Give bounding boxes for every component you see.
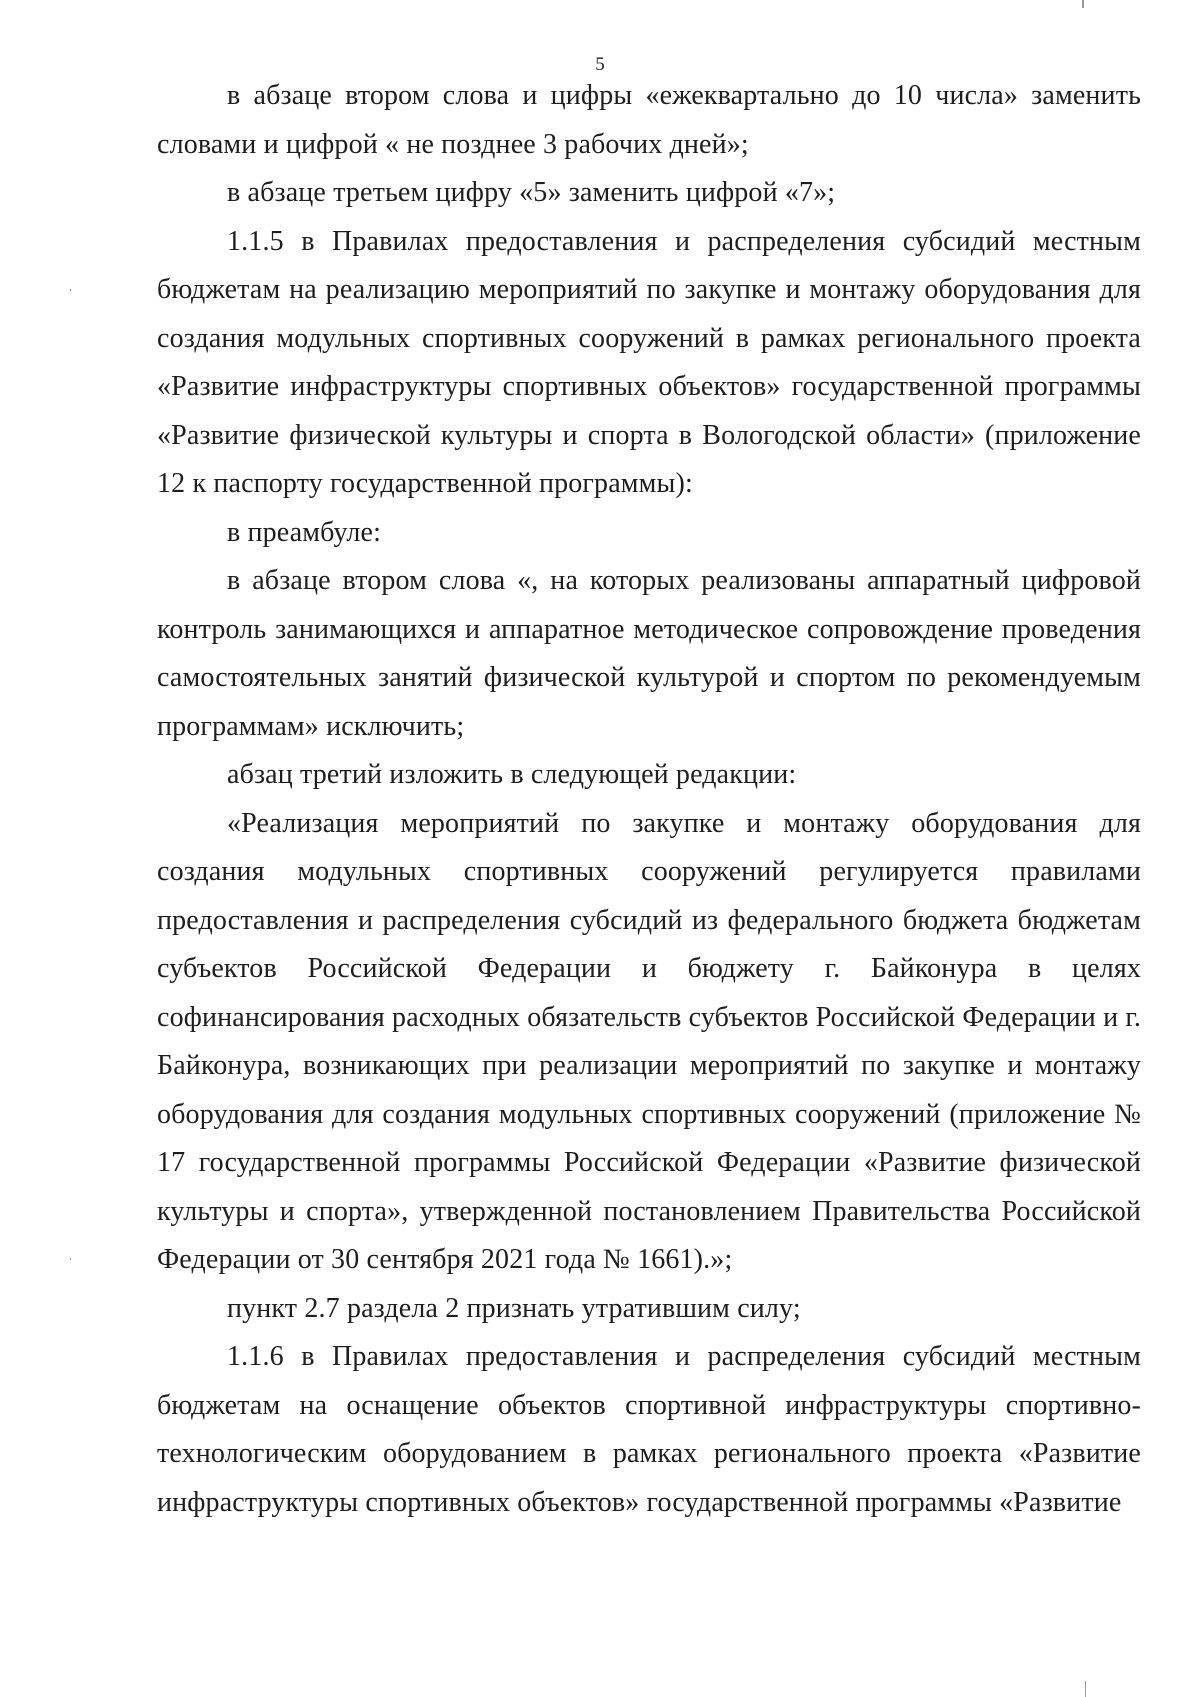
paragraph-5: в абзаце втором слова «, на которых реализованы аппаратный цифровой контроль занимающихся и аппаратное методическое сопровождение проведения самостоятельных занятий физической культурой и спортом по рекомендуемым программам» исключить; (157, 565, 1141, 742)
paragraph-9: 1.1.6 в Правилах предоставления и распределения субсидий местным бюджетам на оснащение объектов спортивной инфраструктуры спортивно-технологическим оборудованием в рамках регионального проекта «Развитие инфраструктуры спортивных объектов» государственной программы «Развитие (157, 1341, 1141, 1518)
document-body (157, 72, 1141, 1527)
paragraph-6: абзац третий изложить в следующей редакции: (227, 759, 797, 790)
scan-artifact-bottom (1085, 1681, 1086, 1697)
page-number: 5 (595, 54, 605, 75)
paragraph-8: пункт 2.7 раздела 2 признать утратившим силу; (227, 1292, 801, 1324)
paragraph-4: в преамбуле: (227, 516, 382, 548)
scan-artifact-left-2 (70, 1258, 71, 1260)
paragraph-3: 1.1.5 в Правилах предоставления и распределения субсидий местным бюджетам на реализацию мероприятий по закупке и монтажу оборудования для создания модульных спортивных сооружений в рамках регионального проекта «Развитие инфраструктуры спортивных объектов» государственной программы «Развитие физической культуры и спорта в Вологодской области» (приложение 12 к паспорту государственной программы): (157, 225, 1141, 499)
paragraph-2: в абзаце третьем цифру «5» заменить цифрой «7»; (227, 177, 836, 208)
scan-artifact-left-1 (70, 289, 71, 291)
scan-artifact-top-right (1082, 0, 1084, 8)
paragraph-7: «Реализация мероприятий по закупке и монтажу оборудования для создания модульных спортивных сооружений регулируется правилами предоставления и распределения субсидий из федерального бюджета бюджетам субъектов Российской Федерации и бюджету г. Байконура в целях софинансирования расходных обязательств субъектов Российской Федерации и г. Байконура, возникающих при реализации мероприятий по закупке и монтажу оборудования для создания модульных спортивных сооружений (приложение № 17 государственной программы Российской Федерации «Развитие физической культуры и спорта», утвержденной постановлением Правительства Российской Федерации от 30 сентября 2021 года № 1661).»; (157, 807, 1141, 1275)
paragraph-1: в абзаце втором слова и цифры «ежеквартально до 10 числа» заменить словами и цифрой « не позднее 3 рабочих дней»; (157, 80, 1141, 160)
